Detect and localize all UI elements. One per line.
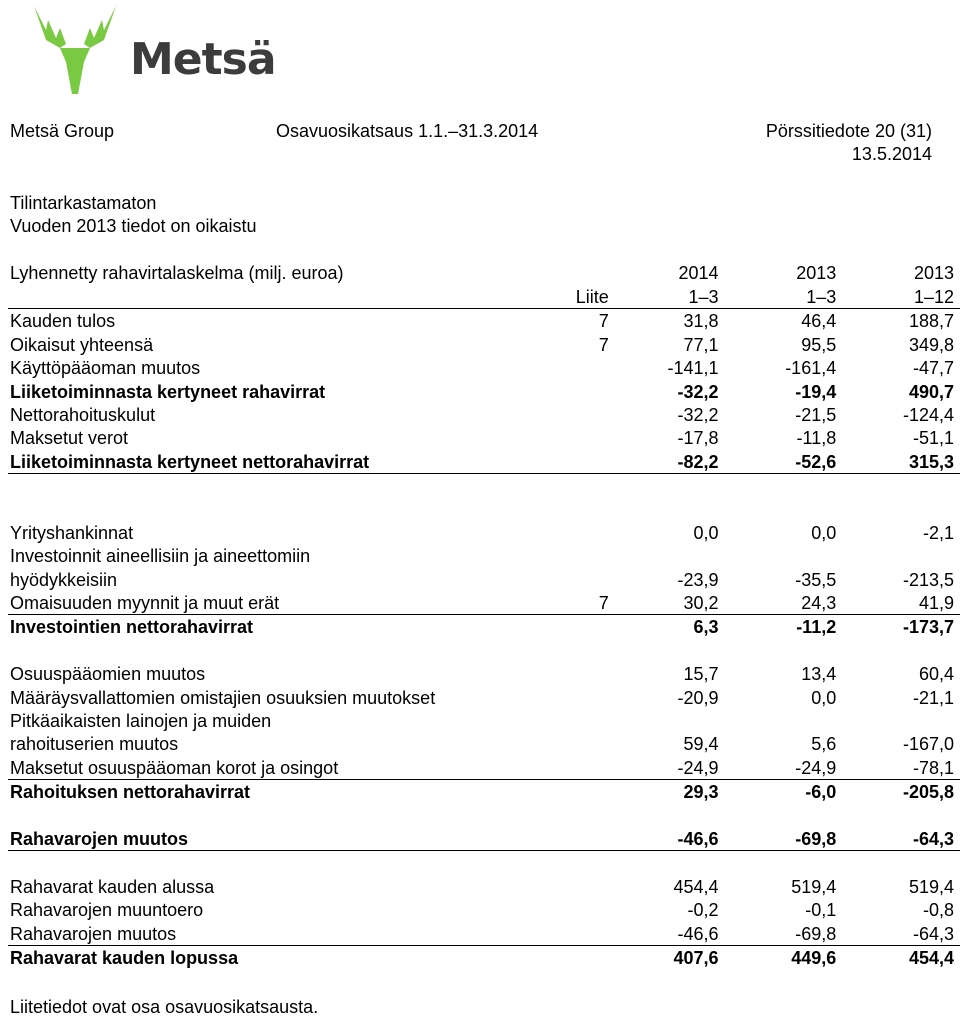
row-note bbox=[572, 685, 612, 708]
row-label: Yrityshankinnat bbox=[10, 522, 134, 543]
cell-2014-q1: 29,3 bbox=[683, 782, 719, 803]
table-row bbox=[8, 732, 960, 755]
metsa-logo bbox=[30, 4, 276, 96]
cell-2013-q1: 449,6 bbox=[791, 947, 837, 968]
row-label: Liiketoiminnasta kertyneet nettorahavirrat bbox=[8, 449, 572, 473]
table-row bbox=[8, 403, 960, 426]
row-label: Investoinnit aineellisiin ja aineettomiin bbox=[10, 546, 311, 567]
row-note bbox=[572, 709, 612, 732]
footer-note: Liitetiedot ovat osa osavuosikatsausta. bbox=[10, 997, 319, 1017]
cell-2013-q1: -35,5 bbox=[795, 569, 837, 590]
row-note bbox=[572, 544, 612, 567]
cell-2014-q1: 31,8 bbox=[683, 311, 719, 332]
period-header: 1–12 bbox=[842, 284, 960, 309]
table-row bbox=[8, 945, 960, 969]
cell-2013-full-year bbox=[842, 544, 960, 567]
report-title: Osavuosikatsaus 1.1.–31.3.2014 bbox=[276, 121, 539, 141]
table-row bbox=[8, 591, 960, 615]
row-note bbox=[572, 732, 612, 755]
row-note bbox=[572, 426, 612, 449]
row-label: Rahavarat kauden lopussa bbox=[10, 947, 239, 968]
cell-2014-q1: 0,0 bbox=[693, 522, 719, 543]
row-label: Rahavarojen muuntoero bbox=[10, 900, 204, 921]
cell-2013-q1: -19,4 bbox=[795, 381, 837, 402]
table-row bbox=[8, 356, 960, 379]
cell-2014-q1: -23,9 bbox=[677, 569, 719, 590]
row-label: Maksetut verot bbox=[10, 428, 129, 449]
spacer-row bbox=[8, 497, 960, 520]
cell-2013-full-year bbox=[842, 709, 960, 732]
cell-2014-q1: -46,6 bbox=[612, 921, 725, 945]
year-header: 2014 bbox=[678, 263, 719, 283]
restated-note: Vuoden 2013 tiedot on oikaistu bbox=[10, 216, 257, 236]
cell-2013-q1 bbox=[725, 544, 843, 567]
spacer-row bbox=[8, 803, 960, 826]
table-row bbox=[8, 755, 960, 779]
cell-2013-full-year: -124,4 bbox=[902, 404, 954, 425]
row-note bbox=[572, 662, 612, 685]
cell-2013-full-year: 315,3 bbox=[842, 449, 960, 473]
cell-2013-full-year: -205,8 bbox=[902, 782, 954, 803]
row-note bbox=[572, 356, 612, 379]
row-label: Rahavarat kauden alussa bbox=[10, 876, 215, 897]
table-row bbox=[8, 898, 960, 921]
cell-2013-q1: -11,2 bbox=[796, 617, 837, 638]
cell-2013-full-year: 60,4 bbox=[918, 664, 954, 685]
table-row bbox=[8, 379, 960, 402]
cell-2013-q1: 95,5 bbox=[801, 334, 837, 355]
unaudited-note: Tilintarkastamaton bbox=[10, 193, 157, 213]
row-note bbox=[572, 921, 612, 945]
cell-2013-q1: 24,3 bbox=[725, 591, 843, 615]
cell-2013-q1: 0,0 bbox=[811, 687, 837, 708]
cell-2013-full-year: 490,7 bbox=[908, 381, 954, 402]
year-header: 2013 bbox=[913, 263, 954, 283]
table-row bbox=[8, 709, 960, 732]
cell-2014-q1: -46,6 bbox=[612, 827, 725, 851]
moose-antler-icon bbox=[30, 4, 130, 96]
cell-2013-full-year: -21,1 bbox=[912, 687, 954, 708]
row-note: 7 bbox=[598, 311, 609, 332]
cell-2014-q1: -32,2 bbox=[677, 381, 719, 402]
cell-2013-full-year: -173,7 bbox=[902, 617, 954, 638]
row-note bbox=[572, 898, 612, 921]
cell-2013-q1: -69,8 bbox=[725, 921, 843, 945]
spacer-row bbox=[8, 850, 960, 874]
row-label: Määräysvallattomien omistajien osuuksien muutokset bbox=[10, 687, 436, 708]
cash-flow-table bbox=[8, 260, 960, 969]
table-row bbox=[8, 449, 960, 473]
table-row bbox=[8, 309, 960, 333]
cell-2013-q1: -6,0 bbox=[805, 782, 837, 803]
cell-2013-full-year: 454,4 bbox=[908, 947, 954, 968]
cell-2014-q1: -0,2 bbox=[687, 900, 719, 921]
cell-2013-q1: 13,4 bbox=[801, 664, 837, 685]
period-header: 1–3 bbox=[725, 284, 843, 309]
table-row bbox=[8, 521, 960, 544]
cell-2013-full-year: 519,4 bbox=[908, 876, 954, 897]
table-row bbox=[8, 426, 960, 449]
table-row bbox=[8, 544, 960, 567]
cell-2013-q1 bbox=[725, 709, 843, 732]
table-row bbox=[8, 874, 960, 897]
table-row bbox=[8, 685, 960, 708]
table-row bbox=[8, 662, 960, 685]
cell-2013-full-year: -51,1 bbox=[912, 428, 954, 449]
cell-2014-q1: 454,4 bbox=[673, 876, 719, 897]
table-row bbox=[8, 332, 960, 355]
release-number: Pörssitiedote 20 (31) bbox=[765, 121, 932, 141]
row-note: 7 bbox=[598, 334, 609, 355]
row-label: Investointien nettorahavirrat bbox=[10, 617, 254, 638]
row-label: rahoituserien muutos bbox=[10, 734, 179, 755]
row-note bbox=[572, 874, 612, 897]
logo-wordmark: Metsä bbox=[130, 34, 276, 85]
cell-2013-full-year: -47,7 bbox=[912, 358, 954, 379]
row-label: Maksetut osuuspääoman korot ja osingot bbox=[8, 755, 572, 779]
table-title-row bbox=[8, 260, 960, 284]
cell-2013-q1: -52,6 bbox=[725, 449, 843, 473]
cell-2013-q1: 0,0 bbox=[811, 522, 837, 543]
release-date: 13.5.2014 bbox=[851, 144, 932, 164]
row-label: hyödykkeisiin bbox=[10, 569, 118, 590]
row-note bbox=[572, 615, 612, 639]
row-label: Omaisuuden myynnit ja muut erät bbox=[8, 591, 572, 615]
row-note bbox=[572, 827, 612, 851]
row-note bbox=[572, 567, 612, 590]
company-name: Metsä Group bbox=[10, 121, 115, 141]
row-label: Oikaisut yhteensä bbox=[10, 334, 154, 355]
year-header: 2013 bbox=[796, 263, 837, 283]
cell-2014-q1: -17,8 bbox=[677, 428, 719, 449]
cell-2013-full-year: -167,0 bbox=[902, 734, 954, 755]
cell-2013-full-year: -0,8 bbox=[922, 900, 954, 921]
cell-2014-q1: 59,4 bbox=[683, 734, 719, 755]
cell-2013-q1: -11,8 bbox=[796, 428, 837, 449]
cell-2014-q1: -24,9 bbox=[612, 755, 725, 779]
cell-2014-q1: -141,1 bbox=[667, 358, 719, 379]
table-title: Lyhennetty rahavirtalaskelma (milj. euroa) bbox=[10, 263, 344, 283]
cell-2013-full-year: -64,3 bbox=[842, 827, 960, 851]
cell-2014-q1 bbox=[612, 544, 725, 567]
spacer-row bbox=[8, 473, 960, 497]
cell-2014-q1: 30,2 bbox=[612, 591, 725, 615]
row-label: Kauden tulos bbox=[10, 311, 116, 332]
table-row bbox=[8, 779, 960, 803]
row-label: Rahoituksen nettorahavirrat bbox=[10, 782, 251, 803]
cell-2013-full-year: -78,1 bbox=[842, 755, 960, 779]
cell-2014-q1: 407,6 bbox=[673, 947, 719, 968]
row-label: Käyttöpääoman muutos bbox=[10, 358, 201, 379]
cell-2013-full-year: 349,8 bbox=[908, 334, 954, 355]
row-label: Rahavarojen muutos bbox=[8, 921, 572, 945]
cell-2013-full-year: -64,3 bbox=[842, 921, 960, 945]
cell-2013-full-year: 188,7 bbox=[908, 311, 954, 332]
row-note bbox=[572, 521, 612, 544]
cell-2013-full-year: 41,9 bbox=[842, 591, 960, 615]
row-note bbox=[572, 379, 612, 402]
cell-2013-q1: -69,8 bbox=[725, 827, 843, 851]
cell-2014-q1: -82,2 bbox=[612, 449, 725, 473]
row-label: Osuuspääomien muutos bbox=[10, 664, 206, 685]
row-note bbox=[572, 779, 612, 803]
row-label: Pitkäaikaisten lainojen ja muiden bbox=[10, 711, 272, 732]
row-label: Nettorahoituskulut bbox=[10, 404, 156, 425]
cell-2013-q1: -24,9 bbox=[725, 755, 843, 779]
cell-2013-q1: -161,4 bbox=[785, 358, 837, 379]
release-info bbox=[766, 120, 932, 166]
row-note bbox=[572, 945, 612, 969]
row-label: Liiketoiminnasta kertyneet rahavirrat bbox=[10, 381, 326, 402]
cell-2014-q1 bbox=[612, 709, 725, 732]
cell-2013-q1: 5,6 bbox=[811, 734, 837, 755]
cell-2013-q1: 46,4 bbox=[801, 311, 837, 332]
cell-2013-q1: -21,5 bbox=[795, 404, 837, 425]
cell-2014-q1: 15,7 bbox=[683, 664, 719, 685]
cell-2014-q1: -32,2 bbox=[677, 404, 719, 425]
note-column-header: Liite bbox=[572, 284, 612, 309]
cell-2013-q1: 519,4 bbox=[791, 876, 837, 897]
cell-2014-q1: -20,9 bbox=[677, 687, 719, 708]
row-note bbox=[572, 403, 612, 426]
cell-2013-full-year: -213,5 bbox=[902, 569, 954, 590]
table-row bbox=[8, 567, 960, 590]
row-note bbox=[572, 755, 612, 779]
cell-2014-q1: 6,3 bbox=[693, 617, 719, 638]
period-header-row bbox=[8, 284, 960, 309]
row-note: 7 bbox=[572, 591, 612, 615]
table-row bbox=[8, 615, 960, 639]
table-row bbox=[8, 827, 960, 851]
period-header: 1–3 bbox=[612, 284, 725, 309]
cell-2013-q1: -0,1 bbox=[805, 900, 837, 921]
table-row bbox=[8, 921, 960, 945]
row-note bbox=[572, 449, 612, 473]
cell-2014-q1: 77,1 bbox=[683, 334, 719, 355]
spacer-row bbox=[8, 638, 960, 661]
row-label: Rahavarojen muutos bbox=[8, 827, 572, 851]
cell-2013-full-year: -2,1 bbox=[922, 522, 954, 543]
